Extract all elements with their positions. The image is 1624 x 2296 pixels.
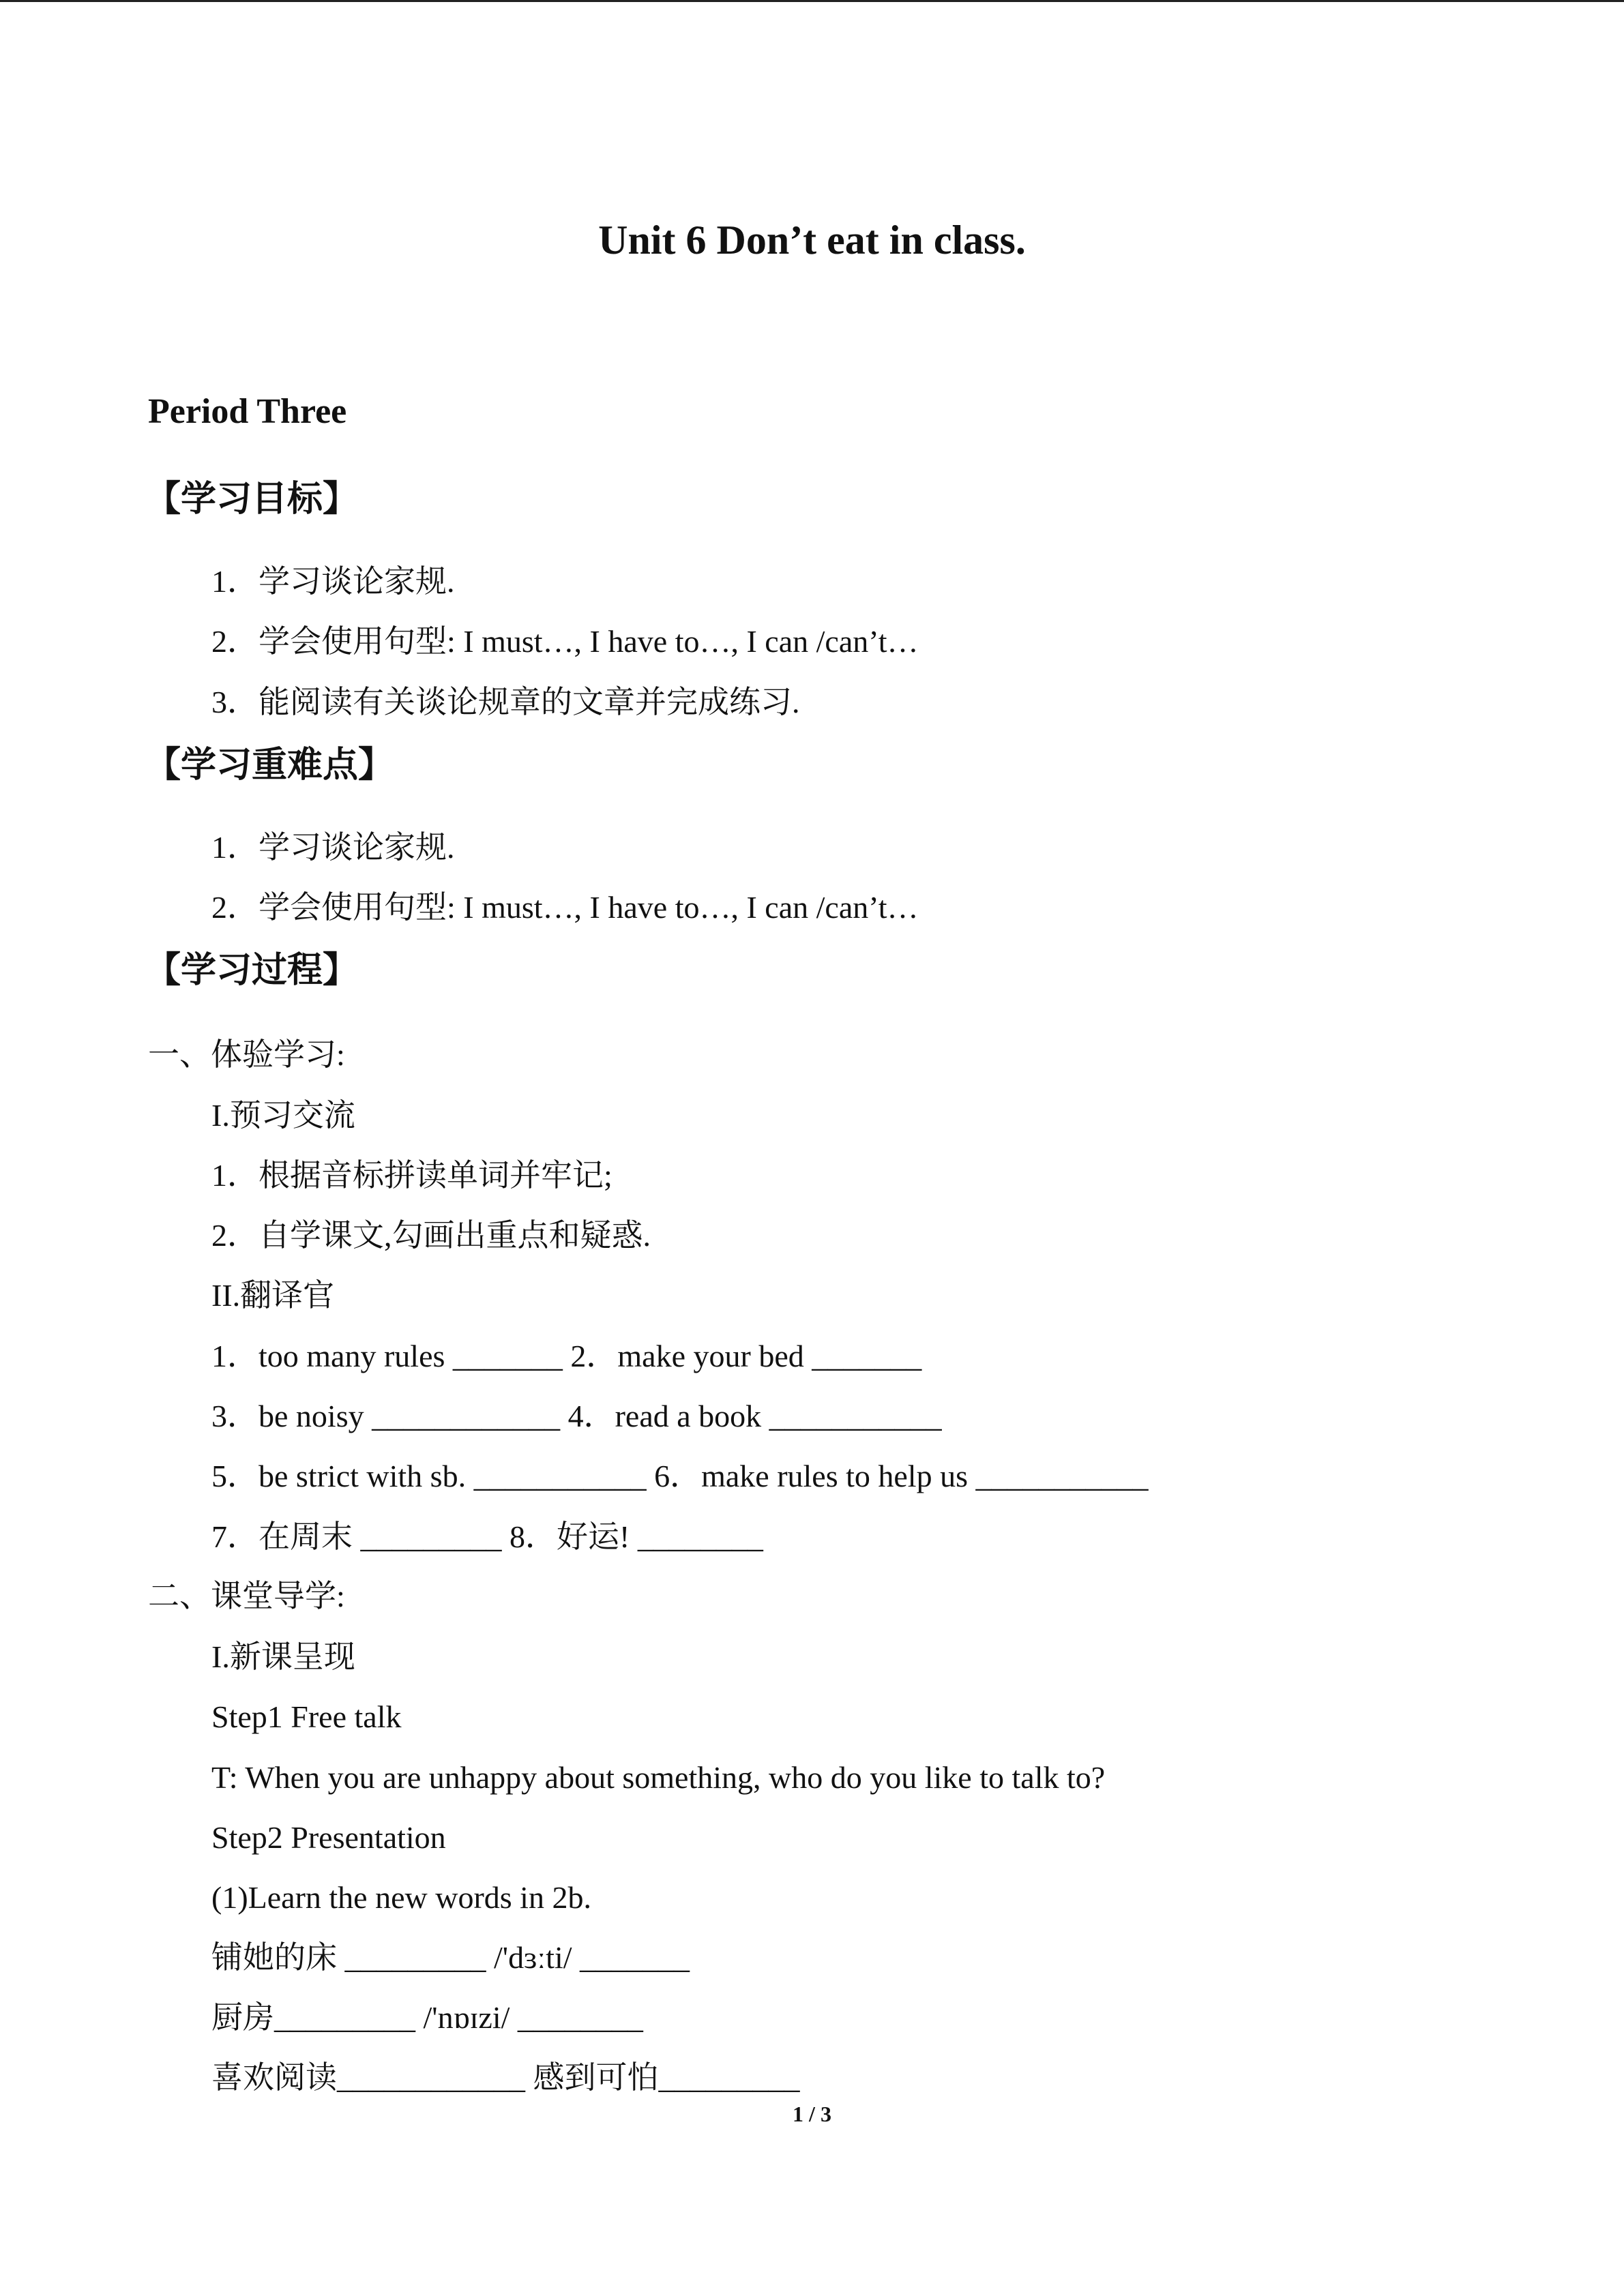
translation-line: 5．be strict with sb. ___________ 6．make rules to help us ___________	[211, 1459, 1149, 1493]
section-objectives: 【学习目标】	[145, 479, 359, 520]
part1-translator-subheading: II.翻译官	[211, 1278, 335, 1313]
translation-line: 3．be noisy ____________ 4．read a book ___________	[211, 1399, 942, 1433]
top-border	[0, 0, 1624, 2]
part1-item: 1．根据音标拼读单词并牢记;	[211, 1158, 612, 1193]
objective-item: 1．学习谈论家规.	[211, 564, 455, 599]
section-key-points: 【学习重难点】	[145, 745, 394, 786]
key-point-item: 1．学习谈论家规.	[211, 830, 455, 865]
part1-heading: 一、体验学习:	[148, 1037, 345, 1072]
document-title: Unit 6 Don’t eat in class.	[598, 218, 1026, 263]
objective-item: 2．学会使用句型: I must…, I have to…, I can /can’t…	[211, 624, 919, 659]
part2-heading: 二、课堂导学:	[148, 1579, 345, 1613]
step2-heading: Step2 Presentation	[211, 1820, 446, 1855]
step1-heading: Step1 Free talk	[211, 1699, 402, 1734]
free-talk-question: T: When you are unhappy about something, who do you like to talk to?	[211, 1760, 1106, 1795]
page-number: 1 / 3	[793, 2102, 831, 2126]
vocab-line: 喜欢阅读____________ 感到可怕_________	[211, 2060, 800, 2095]
part1-preview-subheading: I.预习交流	[211, 1098, 355, 1133]
vocab-line: 厨房_________ /'nɒɪzi/ ________	[211, 2000, 643, 2035]
vocab-line: 铺她的床 _________ /'dɜːti/ _______	[211, 1940, 690, 1975]
section-process: 【学习过程】	[145, 950, 359, 991]
translation-line: 1．too many rules _______ 2．make your bed _______	[211, 1339, 922, 1373]
part2-new-lesson-subheading: I.新课呈现	[211, 1639, 355, 1674]
part1-item: 2．自学课文,勾画出重点和疑惑.	[211, 1218, 651, 1253]
translation-line: 7．在周末 _________ 8．好运! ________	[211, 1519, 763, 1554]
learn-new-words: (1)Learn the new words in 2b.	[211, 1880, 591, 1915]
period-heading: Period Three	[148, 392, 347, 431]
objective-item: 3．能阅读有关谈论规章的文章并完成练习.	[211, 685, 800, 719]
key-point-item: 2．学会使用句型: I must…, I have to…, I can /can’t…	[211, 890, 919, 925]
